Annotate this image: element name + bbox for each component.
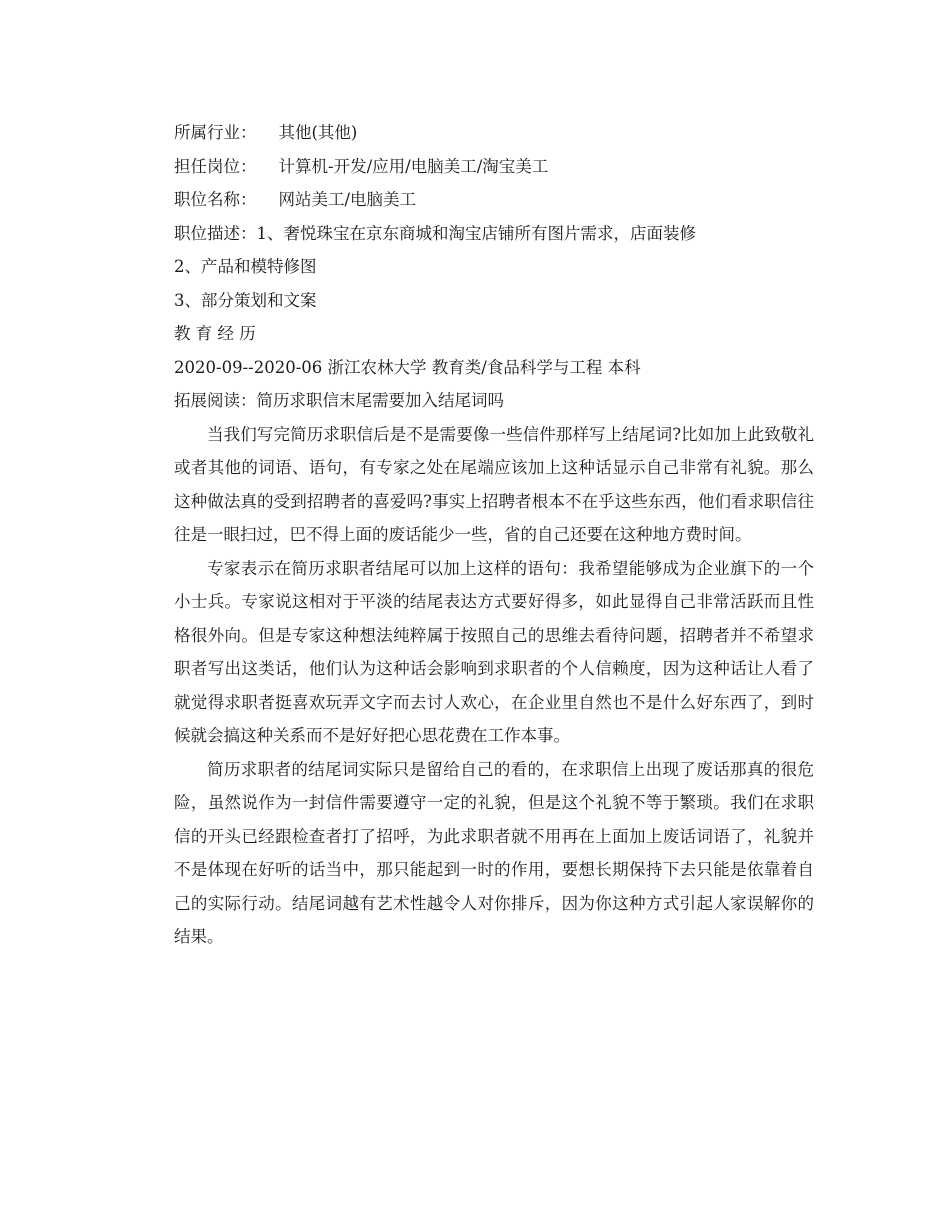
article-paragraph: 当我们写完简历求职信后是不是需要像一些信件那样写上结尾词?比如加上此致敬礼或者其他的词语、语句，有专家之处在尾端应该加上这种话显示自己非常有礼貌。那么这种做法真的受到招聘者的喜爱吗?事实上招聘者根本不在乎这些东西，他们看求职信往往是一眼扫过，巴不得上面的废话能少一些，省的自己还要在这种地方费时间。: [174, 424, 814, 544]
description-label: 职位描述：: [174, 223, 257, 243]
industry-label: 所属行业：: [174, 123, 257, 142]
description-item: 2、产品和模特修图: [174, 257, 317, 276]
title-line: [174, 183, 814, 217]
title-value: 网站美工/电脑美工: [278, 190, 417, 209]
position-line: [174, 150, 814, 184]
position-label: 担任岗位：: [174, 156, 257, 176]
article-paragraph: 专家表示在简历求职者结尾可以加上这样的语句：我希望能够成为企业旗下的一个小士兵。专家说这相对于平淡的结尾表达方式要好得多，如此显得自己非常活跃而且性格很外向。但是专家这种想法纯粹属于按照自己的思维去看待问题，招聘者并不希望求职者写出这类话，他们认为这种话会影响到求职者的个人信赖度，因为这种话让人看了就觉得求职者挺喜欢玩弄文字而去讨人欢心，在企业里自然也不是什么好东西了，到时候就会搞这种关系而不是好好把心思花费在工作本事。: [174, 558, 814, 745]
article-paragraph: 简历求职者的结尾词实际只是留给自己的看的，在求职信上出现了废话那真的很危险，虽然说作为一封信件需要遵守一定的礼貌，但是这个礼貌不等于繁琐。我们在求职信的开头已经跟检查者打了招呼，为此求职者就不用再在上面加上废话词语了，礼貌并不是体现在好听的话当中，那只能起到一时的作用，要想长期保持下去只能是依靠着自己的实际行动。结尾词越有艺术性越令人对你排斥，因为你这种方式引起人家误解你的结果。: [174, 759, 814, 946]
description-line: [174, 217, 814, 251]
position-value: 计算机-开发/应用/电脑美工/淘宝美工: [278, 156, 549, 176]
education-heading: 教 育 经 历: [174, 324, 256, 343]
description-item: 3、部分策划和文案: [174, 290, 317, 310]
description-item: 1、奢悦珠宝在京东商城和淘宝店铺所有图片需求，店面装修: [256, 223, 696, 243]
education-entry: 2020-09--2020-06 浙江农林大学 教育类/食品科学与工程 本科: [174, 357, 641, 377]
title-label: 职位名称：: [174, 190, 257, 209]
document-body: [174, 116, 814, 954]
industry-value: 其他(其他): [278, 123, 358, 142]
industry-line: [174, 116, 814, 150]
extended-reading-label: 拓展阅读：简历求职信末尾需要加入结尾词吗: [174, 391, 504, 410]
